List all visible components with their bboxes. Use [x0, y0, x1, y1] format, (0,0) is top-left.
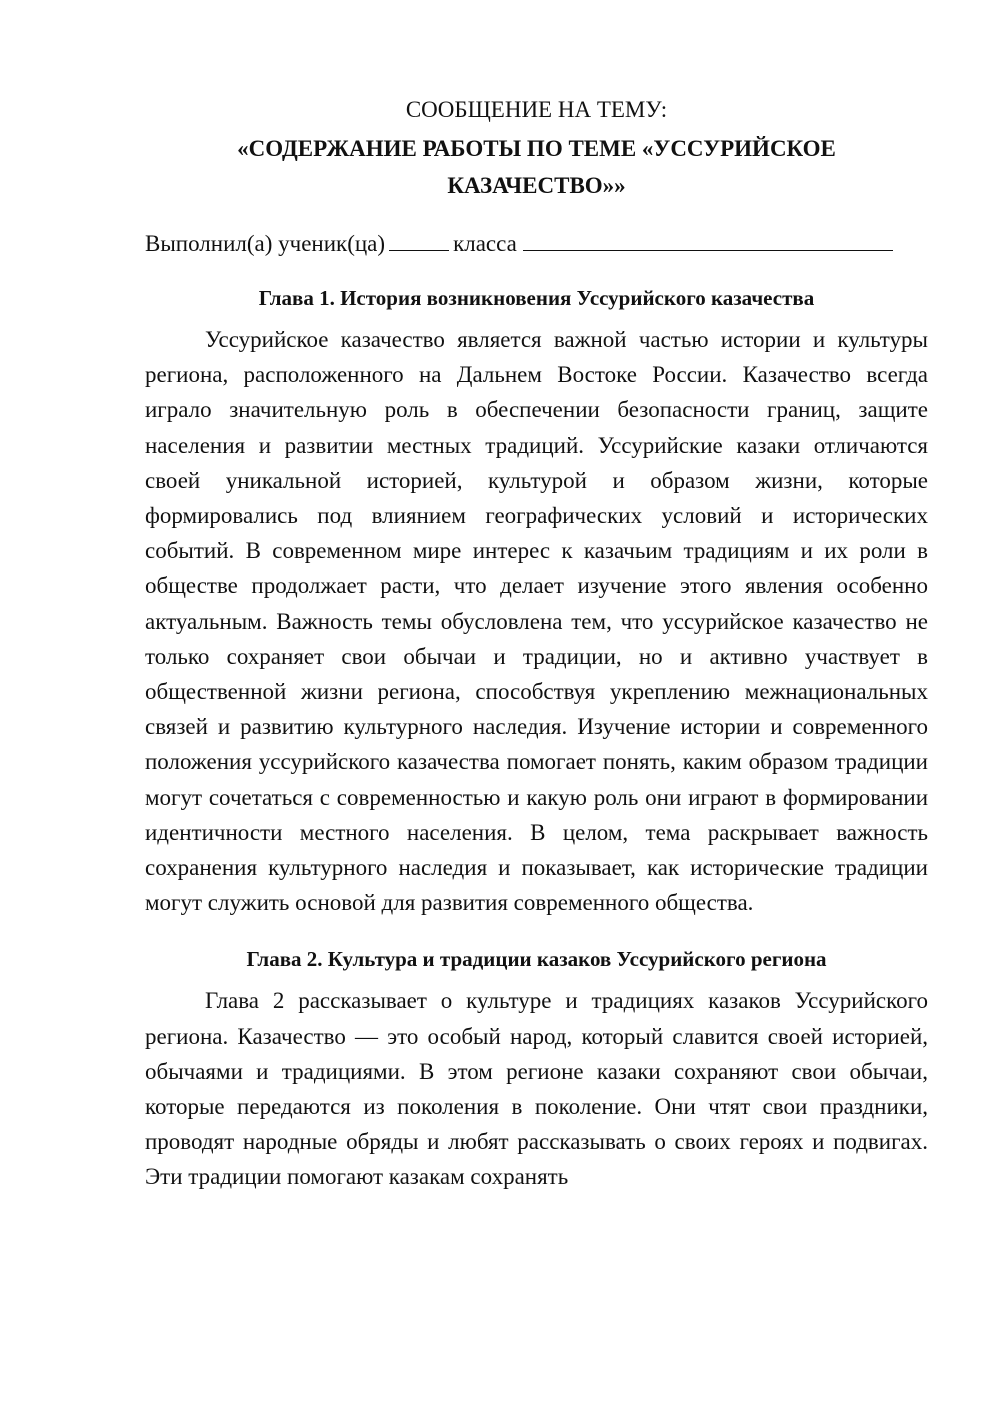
document-title [145, 130, 928, 204]
chapter-1-heading: Глава 1. История возникновения Уссурийского казачества [258, 286, 815, 310]
title-line-1: «СОДЕРЖАНИЕ РАБОТЫ ПО ТЕМЕ «УССУРИЙСКОЕ [237, 136, 836, 161]
chapter-2-heading: Глава 2. Культура и традиции казаков Уссурийского региона [246, 947, 827, 972]
performer-line [145, 226, 928, 261]
chapter-1-text: Уссурийское казачество является важной частью истории и культуры региона, расположенного на Дальнем Востоке России. Казачество всегда играло значительную роль в обеспечении безопасности границ, защите населения и развитии местных традиций. Уссурийские казаки отличаются своей уникальной историей, культурой и образом жизни, которые формировались под влиянием географических условий и исторических событий. В современном мире интерес к казачьим традициям и их роли в обществе продолжает расти, что делает изучение этого явления особенно актуальным. Важность темы обусловлена тем, что уссурийское казачество не только сохраняет свои обычаи и традиции, но и активно участвует в общественной жизни региона, способствуя укреплению межнациональных связей и развитию культурного наследия. Изучение истории и современного положения уссурийского казачества помогает понять, каким образом традиции могут сочетаться с современностью и какую роль они играют в формировании идентичности местного населения. В целом, тема раскрывает важность сохранения культурного наследия и показывает, как исторические традиции могут служить основой для развития современного общества. [145, 327, 928, 916]
performer-prefix: Выполнил(а) ученик(ца) [145, 231, 386, 256]
class-number-blank [389, 228, 449, 251]
document-header: СООБЩЕНИЕ НА ТЕМУ: [405, 97, 668, 122]
title-line-2: КАЗАЧЕСТВО»» [447, 173, 626, 198]
student-name-blank [523, 228, 893, 251]
class-label: класса [453, 231, 517, 256]
document-page [145, 92, 928, 1195]
chapter-2-text: Глава 2 рассказывает о культуре и традициях казаков Уссурийского региона. Казачество — это особый народ, который славится своей историей, обычаями и традициями. В этом регионе казаки сохраняют свои обычаи, которые передаются из поколения в поколение. Они чтят свои праздники, проводят народные обряды и любят рассказывать о своих героях и подвигах. Эти традиции помогают казакам сохранять [145, 988, 928, 1190]
